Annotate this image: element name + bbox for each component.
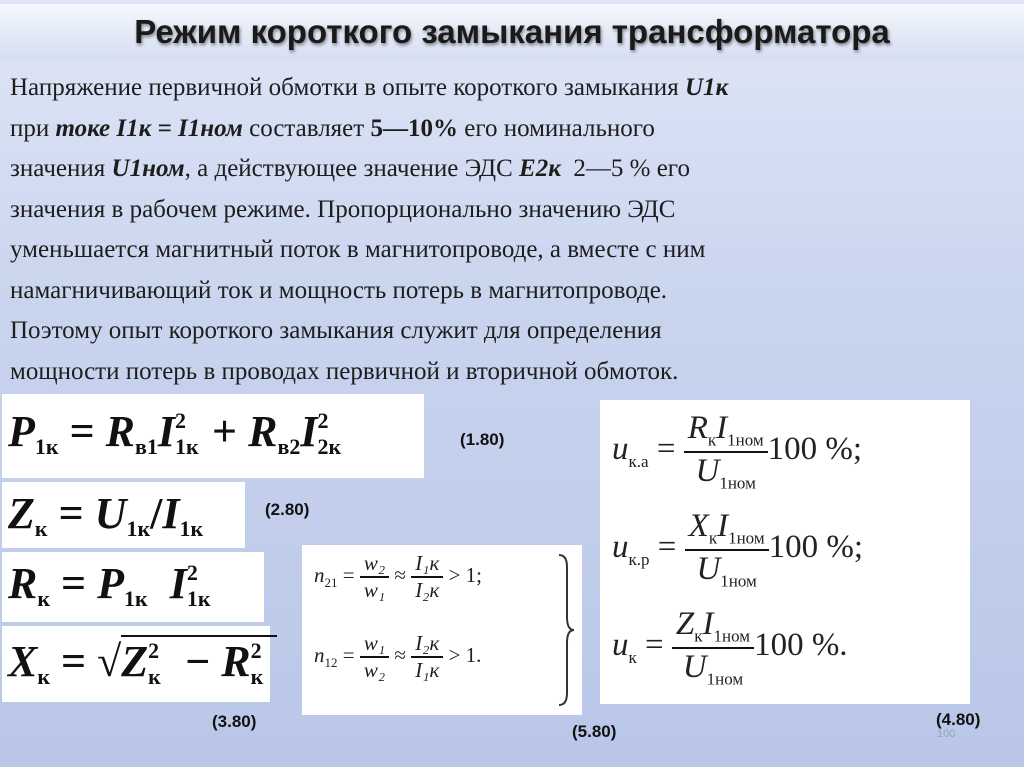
formula-zk (8, 488, 203, 542)
sub: к (694, 626, 703, 646)
supsub (187, 562, 213, 612)
op: = (337, 642, 360, 667)
sub: 1к (126, 516, 151, 541)
fraction (685, 508, 769, 591)
sym: X (688, 508, 709, 544)
sup: 2 (250, 638, 262, 663)
sub: 1ном (719, 473, 756, 493)
denominator (684, 453, 768, 494)
numerator (685, 508, 769, 549)
sub: 1к (124, 586, 148, 611)
eq-label-4-80: (4.80) (936, 710, 981, 729)
percent-range: 5—10% (370, 114, 458, 142)
sym: I (702, 606, 714, 642)
percent: 100 %; (767, 431, 863, 468)
supsub (317, 410, 343, 460)
op: / (150, 489, 163, 538)
sym: n (314, 562, 325, 587)
sub: к (37, 664, 51, 689)
denominator (685, 551, 769, 592)
formula-uka (612, 410, 862, 493)
sub: к (708, 528, 718, 548)
sym: I (716, 410, 728, 446)
denominator: w₂ (363, 658, 386, 682)
sub: к (37, 586, 51, 611)
sqrt-sign: √ (97, 637, 122, 686)
op: + (201, 407, 249, 456)
sym: Z (8, 489, 35, 538)
sym: R (687, 410, 708, 446)
para-line-6: намагничивающий ток и мощность потерь в магнитопроводе. (10, 276, 668, 304)
formula-box-ratios (302, 545, 582, 715)
sym: U (94, 489, 127, 538)
symbol-e2k: Е2к (519, 155, 561, 182)
numerator: I₂к (415, 631, 440, 655)
op: > 1; (443, 562, 482, 587)
sup: 2 (175, 408, 187, 433)
sym: R (105, 407, 136, 456)
sub: 1ном (720, 571, 757, 591)
sub: к (707, 430, 717, 450)
formula-uk (612, 606, 848, 689)
fraction (411, 551, 443, 603)
sub: к (628, 647, 637, 667)
sub: 2к (317, 434, 342, 459)
sub: к.р (628, 549, 650, 569)
text-run: при (10, 114, 56, 142)
formula-box-2 (2, 482, 245, 548)
sub: 1ном (728, 528, 765, 548)
text-run: его номинального (457, 114, 655, 142)
fraction (360, 631, 389, 683)
fraction (672, 606, 754, 689)
formula-box-voltages (600, 400, 970, 704)
op: = (337, 562, 360, 587)
sym: n (314, 642, 325, 667)
fraction (360, 551, 389, 603)
text-run: Напряжение первичной обмотки в опыте короткого замыкания (10, 74, 685, 101)
sym: u (612, 431, 629, 468)
op: = (58, 407, 106, 456)
symbol-current: токе I1к = I1ном (55, 114, 243, 142)
sym: X (8, 637, 38, 686)
op: ≈ (389, 642, 412, 667)
op: = (50, 637, 98, 686)
sup: 2 (317, 408, 329, 433)
sup: 2 (186, 560, 198, 585)
numerator (672, 606, 754, 647)
page-number: 100 (937, 728, 956, 740)
sup: 2 (148, 638, 160, 663)
sub: 1к (175, 434, 199, 459)
sym: R (221, 637, 251, 686)
op: = (636, 627, 672, 664)
sym: U (695, 452, 720, 489)
slide-title: Режим короткого замыкания трансформатора (0, 4, 1024, 60)
fraction (684, 410, 768, 493)
radicand (121, 635, 276, 689)
sym: I (300, 407, 318, 456)
formula-n21 (314, 551, 482, 603)
symbol-u1k: U1к (684, 74, 729, 101)
denominator: I₂к (415, 578, 440, 602)
sym: I (157, 407, 176, 456)
numerator (684, 410, 768, 451)
sym: U (696, 550, 721, 587)
sub: к.а (628, 451, 649, 471)
percent: 100 %. (754, 627, 848, 664)
numerator: I₁к (415, 551, 440, 575)
text-run: 2—5 % его (560, 155, 690, 182)
sym: R (8, 559, 38, 608)
eq-label-1-80: (1.80) (460, 430, 505, 449)
sub: к (148, 664, 161, 689)
text-run: значения (10, 155, 112, 182)
text-run: , а действующее значение ЭДС (184, 155, 520, 182)
para-line-8: мощности потерь в проводах первичной и вторичной обмоток. (10, 357, 679, 385)
formula-xk (8, 636, 277, 690)
formula-ukr (612, 508, 863, 591)
numerator: w₁ (363, 631, 386, 655)
formula-box-4 (2, 626, 270, 702)
sub: 1ном (727, 430, 764, 450)
eq-label-2-80: (2.80) (265, 500, 310, 519)
curly-brace-icon (556, 553, 576, 707)
para-line-7: Поэтому опыт короткого замыкания служит для определения (10, 317, 662, 344)
symbol-u1nom: U1ном (111, 155, 185, 182)
formula-box-1 (2, 394, 424, 478)
sub: 1ном (713, 626, 751, 646)
body-paragraph (10, 68, 1000, 392)
sub: 1ном (706, 669, 744, 689)
sym: Z (121, 637, 149, 686)
op: = (50, 559, 98, 608)
sym: P (8, 407, 35, 456)
supsub (148, 640, 174, 690)
op: = (648, 431, 684, 468)
sym: P (97, 559, 125, 608)
text-run: составляет (242, 114, 371, 142)
sub: 21 (324, 575, 338, 590)
formula-box-3 (2, 552, 264, 622)
op: − (174, 637, 222, 686)
denominator: w₁ (363, 578, 386, 602)
para-line-3 (10, 149, 1000, 190)
sub: в1 (135, 434, 158, 459)
sym: I (717, 508, 729, 544)
sym: I (162, 489, 180, 538)
sym: I (169, 559, 187, 608)
para-line-1 (10, 68, 1000, 109)
fraction (411, 631, 443, 683)
percent: 100 %; (768, 529, 864, 566)
sym: u (612, 627, 629, 664)
sub: к (34, 516, 48, 541)
para-line-2 (10, 109, 1000, 150)
sub: к (250, 664, 264, 689)
denominator (672, 649, 754, 690)
para-line-4: значения в рабочем режиме. Пропорционально значению ЭДС (10, 195, 676, 223)
op: > 1. (443, 642, 482, 667)
supsub (175, 410, 201, 460)
sub: 12 (324, 655, 338, 670)
formula-p1k (8, 406, 343, 460)
denominator: I₁к (415, 658, 440, 682)
para-line-5: уменьшается магнитный поток в магнитопроводе, а вместе с ним (10, 236, 706, 263)
sub: 1к (34, 434, 59, 459)
eq-label-3-80: (3.80) (212, 712, 257, 731)
sym: R (248, 407, 278, 456)
numerator: w₂ (363, 551, 386, 575)
sym: Z (675, 606, 695, 642)
sub: 1к (179, 516, 204, 541)
op: ≈ (389, 562, 412, 587)
formula-rk (8, 558, 213, 612)
sym: U (682, 648, 707, 685)
supsub (251, 640, 277, 690)
op: = (47, 489, 95, 538)
op: = (649, 529, 685, 566)
sub: 1к (186, 586, 211, 611)
sub: в2 (277, 434, 301, 459)
sym: u (612, 529, 629, 566)
formula-n12 (314, 631, 481, 683)
eq-label-5-80: (5.80) (572, 722, 617, 741)
